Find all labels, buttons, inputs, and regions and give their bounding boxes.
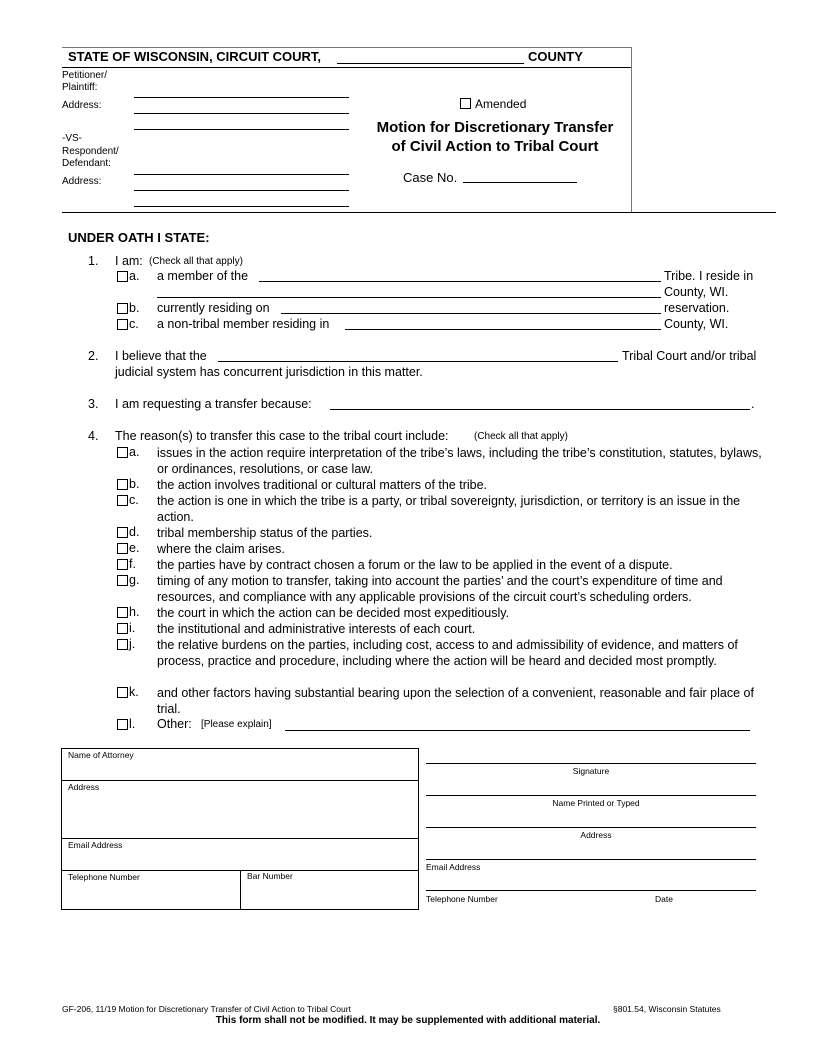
section1-a-text: a member of the — [157, 269, 249, 283]
section1-a-end2: County, WI. — [664, 285, 729, 299]
printed-name-input[interactable] — [426, 795, 756, 796]
attorney-email-label: Email Address — [68, 840, 123, 850]
address2-input-1[interactable] — [134, 190, 349, 191]
footer-form-id: GF-206, 11/19 Motion for Discretionary Transfer of Civil Action to Tribal Court — [62, 1004, 351, 1014]
tribal-court-input[interactable] — [218, 350, 618, 362]
form-title-line1: Motion for Discretionary Transfer — [376, 119, 614, 136]
reason-k-letter: k. — [129, 685, 139, 699]
reservation-input[interactable] — [281, 302, 661, 314]
section4-check-note: (Check all that apply) — [474, 431, 568, 442]
section1-a-end: Tribe. I reside in — [664, 269, 754, 283]
transfer-reason-input[interactable] — [330, 398, 750, 410]
reside-county-input[interactable] — [157, 286, 661, 298]
section1-c-end: County, WI. — [664, 317, 729, 331]
reason-d-checkbox[interactable] — [117, 527, 128, 538]
signer-address-input[interactable] — [426, 827, 756, 828]
section4-number: 4. — [88, 429, 99, 443]
section1-check-note: (Check all that apply) — [149, 256, 243, 267]
reason-l-note: [Please explain] — [201, 719, 272, 730]
reason-i-letter: i. — [129, 621, 136, 635]
address2-label: Address: — [62, 176, 102, 187]
oath-heading: UNDER OATH I STATE: — [68, 230, 210, 245]
county-label: COUNTY — [528, 49, 583, 64]
reason-i-text: the institutional and administrative interests of each court. — [157, 622, 476, 636]
reason-k-checkbox[interactable] — [117, 687, 128, 698]
other-reason-input[interactable] — [285, 719, 750, 731]
signer-address-label: Address — [580, 830, 612, 840]
section3-lead: I am requesting a transfer because: — [115, 397, 312, 411]
form-title-line2: of Civil Action to Tribal Court — [391, 138, 599, 155]
reason-a-checkbox[interactable] — [117, 447, 128, 458]
amended-label: Amended — [475, 97, 527, 111]
section1-lead: I am: — [115, 254, 143, 268]
reason-l-checkbox[interactable] — [117, 719, 128, 730]
respondent-input[interactable] — [134, 174, 349, 175]
petitioner-input[interactable] — [134, 97, 349, 98]
reason-l-text: Other: — [157, 717, 192, 731]
section2-line2: judicial system has concurrent jurisdiction in this matter. — [115, 365, 423, 379]
signer-date-label: Date — [655, 894, 673, 904]
tribe-name-input[interactable] — [259, 270, 661, 282]
attorney-bar-label: Bar Number — [247, 871, 293, 881]
reason-f-checkbox[interactable] — [117, 559, 128, 570]
reason-h-checkbox[interactable] — [117, 607, 128, 618]
signer-phone-label: Telephone Number — [426, 894, 498, 904]
caption-rule — [62, 67, 632, 68]
address2-input-2[interactable] — [134, 206, 349, 207]
reason-g-checkbox[interactable] — [117, 575, 128, 586]
printed-name-label: Name Printed or Typed — [552, 798, 640, 808]
attorney-name-label: Name of Attorney — [68, 750, 134, 760]
section1-c-text: a non-tribal member residing in — [157, 317, 330, 331]
signature-input[interactable] — [426, 763, 756, 764]
section1-c-checkbox[interactable] — [117, 319, 128, 330]
petitioner-label: Petitioner/ Plaintiff: — [62, 70, 108, 93]
address1-input-1[interactable] — [134, 113, 349, 114]
reason-f-letter: f. — [129, 557, 136, 571]
signer-email-label: Email Address — [426, 862, 481, 872]
section1-a-checkbox[interactable] — [117, 271, 128, 282]
section1-b-end: reservation. — [664, 301, 730, 315]
nontribal-county-input[interactable] — [345, 318, 661, 330]
reason-c-letter: c. — [129, 493, 139, 507]
section1-b-letter: b. — [129, 301, 140, 315]
reason-b-text: the action involves traditional or cultural matters of the tribe. — [157, 478, 488, 492]
vs-label: -VS- — [62, 133, 82, 144]
reason-j-checkbox[interactable] — [117, 639, 128, 650]
attorney-address-label: Address — [68, 782, 100, 792]
section2-number: 2. — [88, 349, 99, 363]
address1-input-2[interactable] — [134, 129, 349, 130]
section3-end: . — [751, 397, 755, 411]
reason-h-text: the court in which the action can be decided most expeditiously. — [157, 606, 510, 620]
attorney-address-field[interactable] — [61, 780, 419, 839]
reason-l-letter: l. — [129, 717, 136, 731]
reason-b-checkbox[interactable] — [117, 479, 128, 490]
reason-h-letter: h. — [129, 605, 140, 619]
reason-i-checkbox[interactable] — [117, 623, 128, 634]
section1-number: 1. — [88, 254, 99, 268]
reason-e-text: where the claim arises. — [157, 542, 285, 556]
signer-email-input[interactable] — [426, 859, 756, 860]
caption-top-rule — [62, 47, 632, 48]
reason-e-letter: e. — [129, 541, 140, 555]
section1-a-letter: a. — [129, 269, 140, 283]
county-input[interactable] — [337, 52, 524, 64]
caption-bottom-rule — [62, 212, 776, 213]
reason-f-text: the parties have by contract chosen a forum or the law to be applied in the event of a dispute. — [157, 558, 673, 572]
respondent-label: Respondent/ Defendant: — [62, 146, 119, 169]
reason-j-text: the relative burdens on the parties, including cost, access to and admissibility of evidence, and matters of process, practice and procedure, including where the action will be heard and decided most promptly. — [157, 638, 738, 668]
reason-d-text: tribal membership status of the parties. — [157, 526, 373, 540]
amended-checkbox[interactable] — [460, 98, 471, 109]
reason-a-letter: a. — [129, 445, 140, 459]
reason-e-checkbox[interactable] — [117, 543, 128, 554]
section3-number: 3. — [88, 397, 99, 411]
reason-d-letter: d. — [129, 525, 140, 539]
reason-b-letter: b. — [129, 477, 140, 491]
footer-statute: §801.54, Wisconsin Statutes — [613, 1004, 721, 1014]
section4-lead: The reason(s) to transfer this case to the tribal court include: — [115, 429, 449, 443]
footer-notice: This form shall not be modified. It may be supplemented with additional material. — [215, 1015, 601, 1026]
reason-c-checkbox[interactable] — [117, 495, 128, 506]
address1-label: Address: — [62, 100, 102, 111]
reason-j-letter: j. — [129, 637, 136, 651]
court-heading: STATE OF WISCONSIN, CIRCUIT COURT, — [68, 49, 322, 64]
case-no-input[interactable] — [463, 171, 577, 183]
section2-end: Tribal Court and/or tribal — [622, 349, 757, 363]
reason-g-letter: g. — [129, 573, 140, 587]
reason-a-text: issues in the action require interpretation of the tribe’s laws, including the tribe’s constitution, statutes, bylaws, or ordinances, resolutions, or case law. — [157, 446, 762, 476]
reason-c-text: the action is one in which the tribe is a party, or tribal sovereignty, jurisdiction, or territory is an issue in the action. — [157, 494, 741, 524]
case-no-label: Case No. — [403, 170, 458, 185]
reason-k-text: and other factors having substantial bearing upon the selection of a convenient, reasonable and fair place of trial. — [157, 686, 754, 716]
section1-b-text: currently residing on — [157, 301, 270, 315]
reason-g-text: timing of any motion to transfer, taking into account the parties’ and the court’s expenditure of time and resources, and compliance with any applicable provisions of the circuit court’s scheduling orders. — [157, 574, 723, 604]
signature-label: Signature — [572, 766, 610, 776]
section2-lead: I believe that the — [115, 349, 207, 363]
signer-phone-date-input[interactable] — [426, 890, 756, 891]
attorney-phone-label: Telephone Number — [68, 872, 140, 882]
section1-b-checkbox[interactable] — [117, 303, 128, 314]
section1-c-letter: c. — [129, 317, 139, 331]
